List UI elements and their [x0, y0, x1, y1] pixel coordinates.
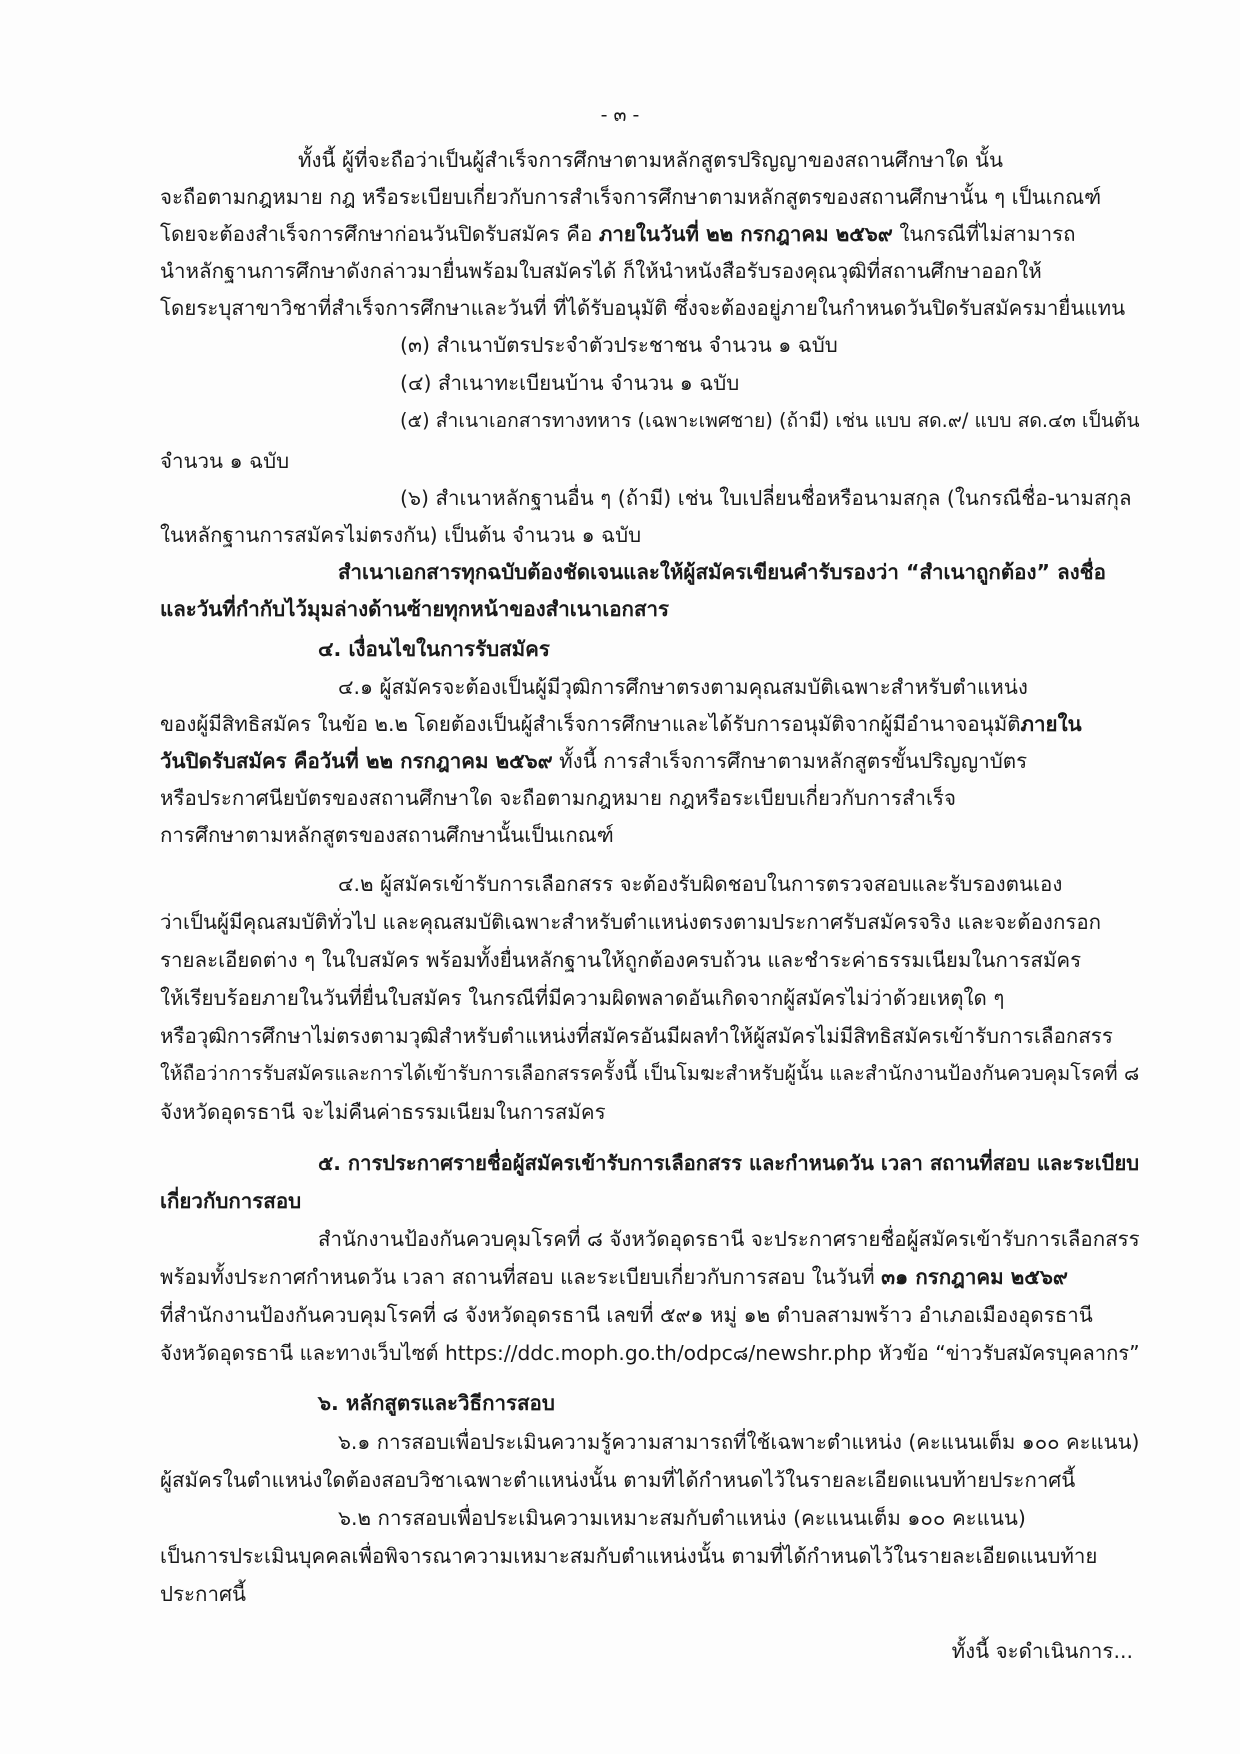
section-6-heading: ๖. หลักสูตรและวิธีการสอบ [318, 1391, 555, 1415]
intro-line-4: นำหลักฐานการศึกษาดังกล่าวมายื่นพร้อมใบสมัครได้ ก็ให้นำหนังสือรับรองคุณวุฒิที่สถานศึกษาออกให้ [160, 259, 1042, 283]
item-4: (๔) สำเนาทะเบียนบ้าน จำนวน ๑ ฉบับ [400, 371, 740, 395]
item-6-line-2: ในหลักฐานการสมัครไม่ตรงกัน) เป็นต้น จำนวน ๑ ฉบับ [160, 523, 642, 547]
sec6-p1-line-1: ๖.๑ การสอบเพื่อประเมินความรู้ความสามารถที่ใช้เฉพาะตำแหน่ง (คะแนนเต็ม ๑๐๐ คะแนน) [338, 1430, 1140, 1454]
item-3: (๓) สำเนาบัตรประจำตัวประชาชน จำนวน ๑ ฉบับ [400, 333, 838, 357]
sec4-p1-line-2: ของผู้มีสิทธิสมัคร ในข้อ ๒.๒ โดยต้องเป็นผู้สำเร็จการศึกษาและได้รับการอนุมัติจากผู้มีอำนาจอนุมัติภายใน [160, 712, 1082, 736]
sec4-p1-line-5: การศึกษาตามหลักสูตรของสถานศึกษานั้นเป็นเกณฑ์ [160, 823, 614, 847]
page-number: - ๓ - [600, 104, 640, 126]
certify-line-2: และวันที่กำกับไว้มุมล่างด้านซ้ายทุกหน้าของสำเนาเอกสาร [160, 597, 669, 621]
sec4-p2-line-5: หรือวุฒิการศึกษาไม่ตรงตามวุฒิสำหรับตำแหน่งที่สมัครอันมีผลทำให้ผู้สมัครไม่มีสิทธิสมัครเข้ารับการเลือกสรร [160, 1024, 1113, 1048]
sec4-p1-line-1: ๔.๑ ผู้สมัครจะต้องเป็นผู้มีวุฒิการศึกษาตรงตามคุณสมบัติเฉพาะสำหรับตำแหน่ง [338, 675, 1028, 699]
section-4-heading: ๔. เงื่อนไขในการรับสมัคร [318, 637, 550, 661]
section-5-heading-line-2: เกี่ยวกับการสอบ [160, 1189, 302, 1213]
sec4-p2-line-3: รายละเอียดต่าง ๆ ในใบสมัคร พร้อมทั้งยื่นหลักฐานให้ถูกต้องครบถ้วน และชำระค่าธรรมเนียมในการสมัคร [160, 948, 1082, 972]
intro-line-5: โดยระบุสาขาวิชาที่สำเร็จการศึกษาและวันที่ ที่ได้รับอนุมัติ ซึ่งจะต้องอยู่ภายในกำหนดวันปิดรับสมัครมายื่นแทน [160, 296, 1126, 320]
sec4-p2-line-2: ว่าเป็นผู้มีคุณสมบัติทั่วไป และคุณสมบัติเฉพาะสำหรับตำแหน่งตรงตามประกาศรับสมัครจริง และจะต้องกรอก [160, 910, 1102, 934]
sec6-p2-line-3: ประกาศนี้ [160, 1582, 246, 1606]
sec4-p2-line-7: จังหวัดอุดรธานี จะไม่คืนค่าธรรมเนียมในการสมัคร [160, 1100, 606, 1124]
section-5-heading-line-1: ๕. การประกาศรายชื่อผู้สมัครเข้ารับการเลือกสรร และกำหนดวัน เวลา สถานที่สอบ และระเบียบ [318, 1151, 1140, 1175]
certify-line-1: สำเนาเอกสารทุกฉบับต้องชัดเจนและให้ผู้สมัครเขียนคำรับรองว่า “สำเนาถูกต้อง” ลงชื่อ [338, 560, 1106, 584]
intro-line-2: จะถือตามกฎหมาย กฎ หรือระเบียบเกี่ยวกับการสำเร็จการศึกษาตามหลักสูตรของสถานศึกษานั้น ๆ เป็นเกณฑ์ [160, 185, 1102, 209]
item-5-line-2: จำนวน ๑ ฉบับ [160, 449, 290, 473]
sec5-line-4: จังหวัดอุดรธานี และทางเว็บไซต์ https://ddc.moph.go.th/odpc๘/newshr.php หัวข้อ “ข่าวรับสมัครบุคลากร” [160, 1341, 1140, 1365]
sec6-p1-line-2: ผู้สมัครในตำแหน่งใดต้องสอบวิชาเฉพาะตำแหน่งนั้น ตามที่ได้กำหนดไว้ในรายละเอียดแนบท้ายประกาศนี้ [160, 1468, 1076, 1492]
sec6-p2-line-1: ๖.๒ การสอบเพื่อประเมินความเหมาะสมกับตำแหน่ง (คะแนนเต็ม ๑๐๐ คะแนน) [338, 1506, 1026, 1530]
sec4-p2-line-1: ๔.๒ ผู้สมัครเข้ารับการเลือกสรร จะต้องรับผิดชอบในการตรวจสอบและรับรองตนเอง [338, 872, 1063, 896]
intro-line-3: โดยจะต้องสำเร็จการศึกษาก่อนวันปิดรับสมัคร คือ ภายในวันที่ ๒๒ กรกฎาคม ๒๕๖๙ ในกรณีที่ไม่สามารถ [160, 222, 1076, 246]
continuation-note: ทั้งนี้ จะดำเนินการ... [951, 1639, 1133, 1663]
sec4-p1-line-3: วันปิดรับสมัคร คือวันที่ ๒๒ กรกฎาคม ๒๕๖๙ ทั้งนี้ การสำเร็จการศึกษาตามหลักสูตรขั้นปริญญาบัตร [160, 749, 1028, 773]
sec5-line-1: สำนักงานป้องกันควบคุมโรคที่ ๘ จังหวัดอุดรธานี จะประกาศรายชื่อผู้สมัครเข้ารับการเลือกสรร [318, 1227, 1140, 1251]
sec6-p2-line-2: เป็นการประเมินบุคคลเพื่อพิจารณาความเหมาะสมกับตำแหน่งนั้น ตามที่ได้กำหนดไว้ในรายละเอียดแนบท้าย [160, 1544, 1098, 1568]
sec5-line-3: ที่สำนักงานป้องกันควบคุมโรคที่ ๘ จังหวัดอุดรธานี เลขที่ ๕๙๑ หมู่ ๑๒ ตำบลสามพร้าว อำเภอเมืองอุดรธานี [160, 1303, 1093, 1327]
sec4-p2-line-4: ให้เรียบร้อยภายในวันที่ยื่นใบสมัคร ในกรณีที่มีความผิดพลาดอันเกิดจากผู้สมัครไม่ว่าด้วยเหตุใด ๆ [160, 986, 1005, 1010]
sec4-p1-line-4: หรือประกาศนียบัตรของสถานศึกษาใด จะถือตามกฎหมาย กฎหรือระเบียบเกี่ยวกับการสำเร็จ [160, 786, 956, 810]
sec4-p2-line-6: ให้ถือว่าการรับสมัครและการได้เข้ารับการเลือกสรรครั้งนี้ เป็นโมฆะสำหรับผู้นั้น และสำนักงานป้องกันควบคุมโรคที่ ๘ [160, 1062, 1140, 1085]
intro-line-1: ทั้งนี้ ผู้ที่จะถือว่าเป็นผู้สำเร็จการศึกษาตามหลักสูตรปริญญาของสถานศึกษาใด นั้น [298, 148, 1004, 172]
sec5-line-2: พร้อมทั้งประกาศกำหนดวัน เวลา สถานที่สอบ และระเบียบเกี่ยวกับการสอบ ในวันที่ ๓๑ กรกฎาคม ๒๕๖๙ [160, 1265, 1068, 1289]
item-5-line-1: (๕) สำเนาเอกสารทางทหาร (เฉพาะเพศชาย) (ถ้ามี) เช่น แบบ สด.๙/ แบบ สด.๔๓ เป็นต้น [400, 409, 1140, 432]
item-6-line-1: (๖) สำเนาหลักฐานอื่น ๆ (ถ้ามี) เช่น ใบเปลี่ยนชื่อหรือนามสกุล (ในกรณีชื่อ-นามสกุล [400, 486, 1132, 510]
